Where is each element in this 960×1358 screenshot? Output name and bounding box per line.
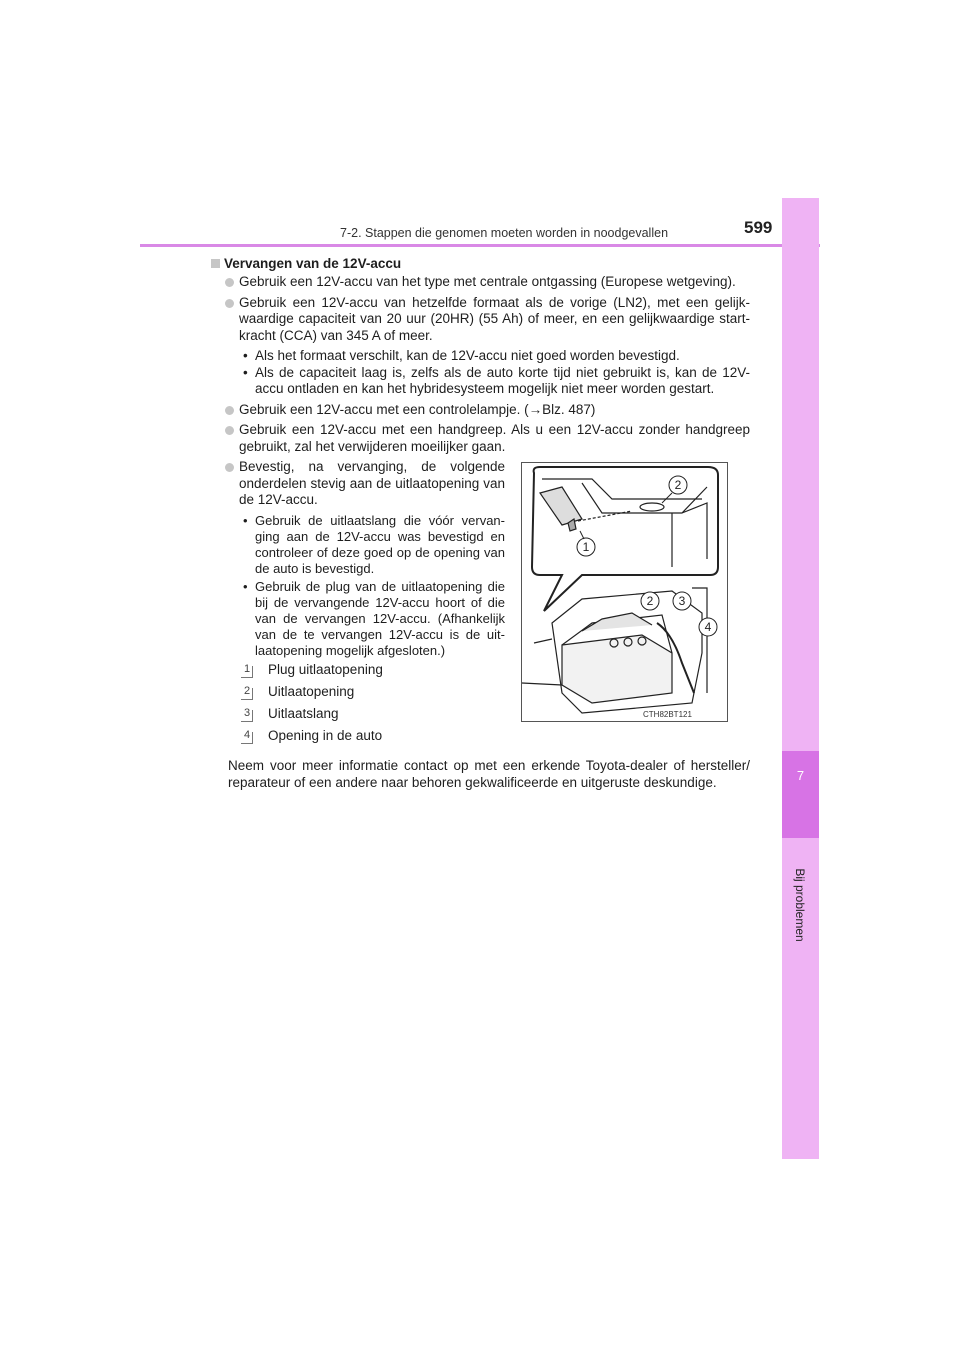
sub-bullet-text: Als het formaat verschilt, kan de 12V-accu niet goed worden bevestigd.: [255, 348, 680, 363]
list-item: [225, 402, 750, 419]
svg-text:2: 2: [646, 594, 654, 608]
legend-label: Plug uitlaatopening: [268, 662, 383, 677]
legend-item: [241, 728, 501, 750]
callout-2-top: [669, 476, 687, 494]
callout-legend: [241, 662, 501, 750]
heading-text: Vervangen van de 12V-accu: [224, 256, 402, 271]
list-item: [225, 422, 750, 455]
bullet-text: Gebruik een 12V-accu met een handgreep. Als u een 12V-accu zonder handgreep gebruikt, zal het verwijderen moeilijker gaan.: [239, 422, 750, 454]
sub-list-item: • Als de capaciteit laag is, zelfs als de auto korte tijd niet gebruikt is, kan de 12V-accu ontladen en kan het hybridesysteem mogelijk niet meer worden gestart.: [243, 364, 750, 396]
bullet-text: Gebruik een 12V-accu met een controlelampje. (→Blz. 487): [239, 401, 596, 417]
chapter-number: 7: [796, 768, 805, 783]
legend-label: Uitlaatopening: [268, 684, 355, 699]
chapter-side-tab: [782, 198, 819, 1159]
sub-bullet-text: Als de capaciteit laag is, zelfs als de auto korte tijd niet gebruikt is, kan de 12V-accu ontladen en kan het hybridesysteem mogelijk niet meer worden gestart.: [255, 364, 750, 396]
section-heading: [211, 256, 401, 273]
callout-number: 1: [241, 661, 253, 677]
header-section-title: 7-2. Stappen die genomen moeten worden in noodgevallen: [340, 226, 669, 240]
callout-4: [699, 618, 717, 636]
square-bullet-icon: [211, 259, 220, 268]
circle-bullet-icon: [225, 463, 234, 472]
callout-1: [577, 538, 595, 556]
bullet-text: Bevestig, na vervanging, de volgende onderdelen stevig aan de uitlaatopening van de 12V-accu.: [239, 459, 505, 507]
svg-text:3: 3: [678, 594, 686, 608]
bullet-text: Gebruik een 12V-accu van het type met centrale ontgassing (Europese wetgeving).: [239, 274, 736, 289]
page-number: 599: [744, 218, 773, 237]
circle-bullet-icon: [225, 299, 234, 308]
chapter-number-box: [782, 751, 819, 838]
list-item: [225, 295, 750, 345]
legend-item: [241, 662, 501, 684]
sub-list-item: • Gebruik de plug van de uitlaatopening die bij de vervangende 12V-accu hoort of die van de vervangen 12V-accu. (Afhankelijk van de te vervangen 12V-accu is de uit-laatopening mogelijk afgesloten.): [243, 578, 505, 658]
battery-exhaust-diagram: [522, 463, 727, 721]
sub-list-item: • Als het formaat verschilt, kan de 12V-accu niet goed worden bevestigd.: [243, 348, 680, 363]
svg-text:1: 1: [582, 540, 590, 554]
svg-text:2: 2: [674, 478, 682, 492]
callout-3: [673, 592, 691, 610]
svg-text:4: 4: [704, 620, 712, 634]
legend-label: Uitlaatslang: [268, 706, 339, 721]
callout-number: 2: [241, 683, 253, 699]
sub-bullet-text: Gebruik de plug van de uitlaatopening die bij de vervangende 12V-accu hoort of die van de vervangen 12V-accu. (Afhankelijk van de te vervangen 12V-accu is de uit-laatopening mogelijk afgesloten.): [255, 578, 505, 658]
sub-bullet-text: Gebruik de uitlaatslang die vóór vervan-ging aan de 12V-accu was bevestigd en controleer of deze goed op de opening van de auto is bevestigd.: [255, 512, 505, 576]
circle-bullet-icon: [225, 406, 234, 415]
callout-number: 3: [241, 705, 253, 721]
bullet-text: Gebruik een 12V-accu van hetzelfde formaat als de vorige (LN2), met een gelijk-waardige capaciteit van 20 uur (20HR) (55 Ah) of meer, en een gelijkwaardige start-kracht (CCA) van 345 A of meer.: [239, 294, 750, 343]
chapter-title: Bij problemen: [793, 868, 807, 942]
header-rule: [140, 244, 820, 247]
closing-paragraph: Neem voor meer informatie contact op met een erkende Toyota-dealer of hersteller/ reparateur of een andere naar behoren gekwalificeerde en uitgeruste deskundige.: [228, 758, 750, 790]
list-item: [225, 459, 505, 509]
illustration-code: CTH82BT121: [643, 710, 692, 719]
callout-number: 4: [241, 727, 253, 743]
sub-list-item: • Gebruik de uitlaatslang die vóór vervan-ging aan de 12V-accu was bevestigd en controleer of deze goed op de opening van de auto is bevestigd.: [243, 512, 505, 576]
legend-item: [241, 706, 501, 728]
list-item: [225, 274, 750, 291]
circle-bullet-icon: [225, 278, 234, 287]
legend-item: [241, 684, 501, 706]
legend-label: Opening in de auto: [268, 728, 383, 743]
circle-bullet-icon: [225, 426, 234, 435]
callout-2-bottom: [641, 592, 659, 610]
battery-illustration: [521, 462, 728, 722]
